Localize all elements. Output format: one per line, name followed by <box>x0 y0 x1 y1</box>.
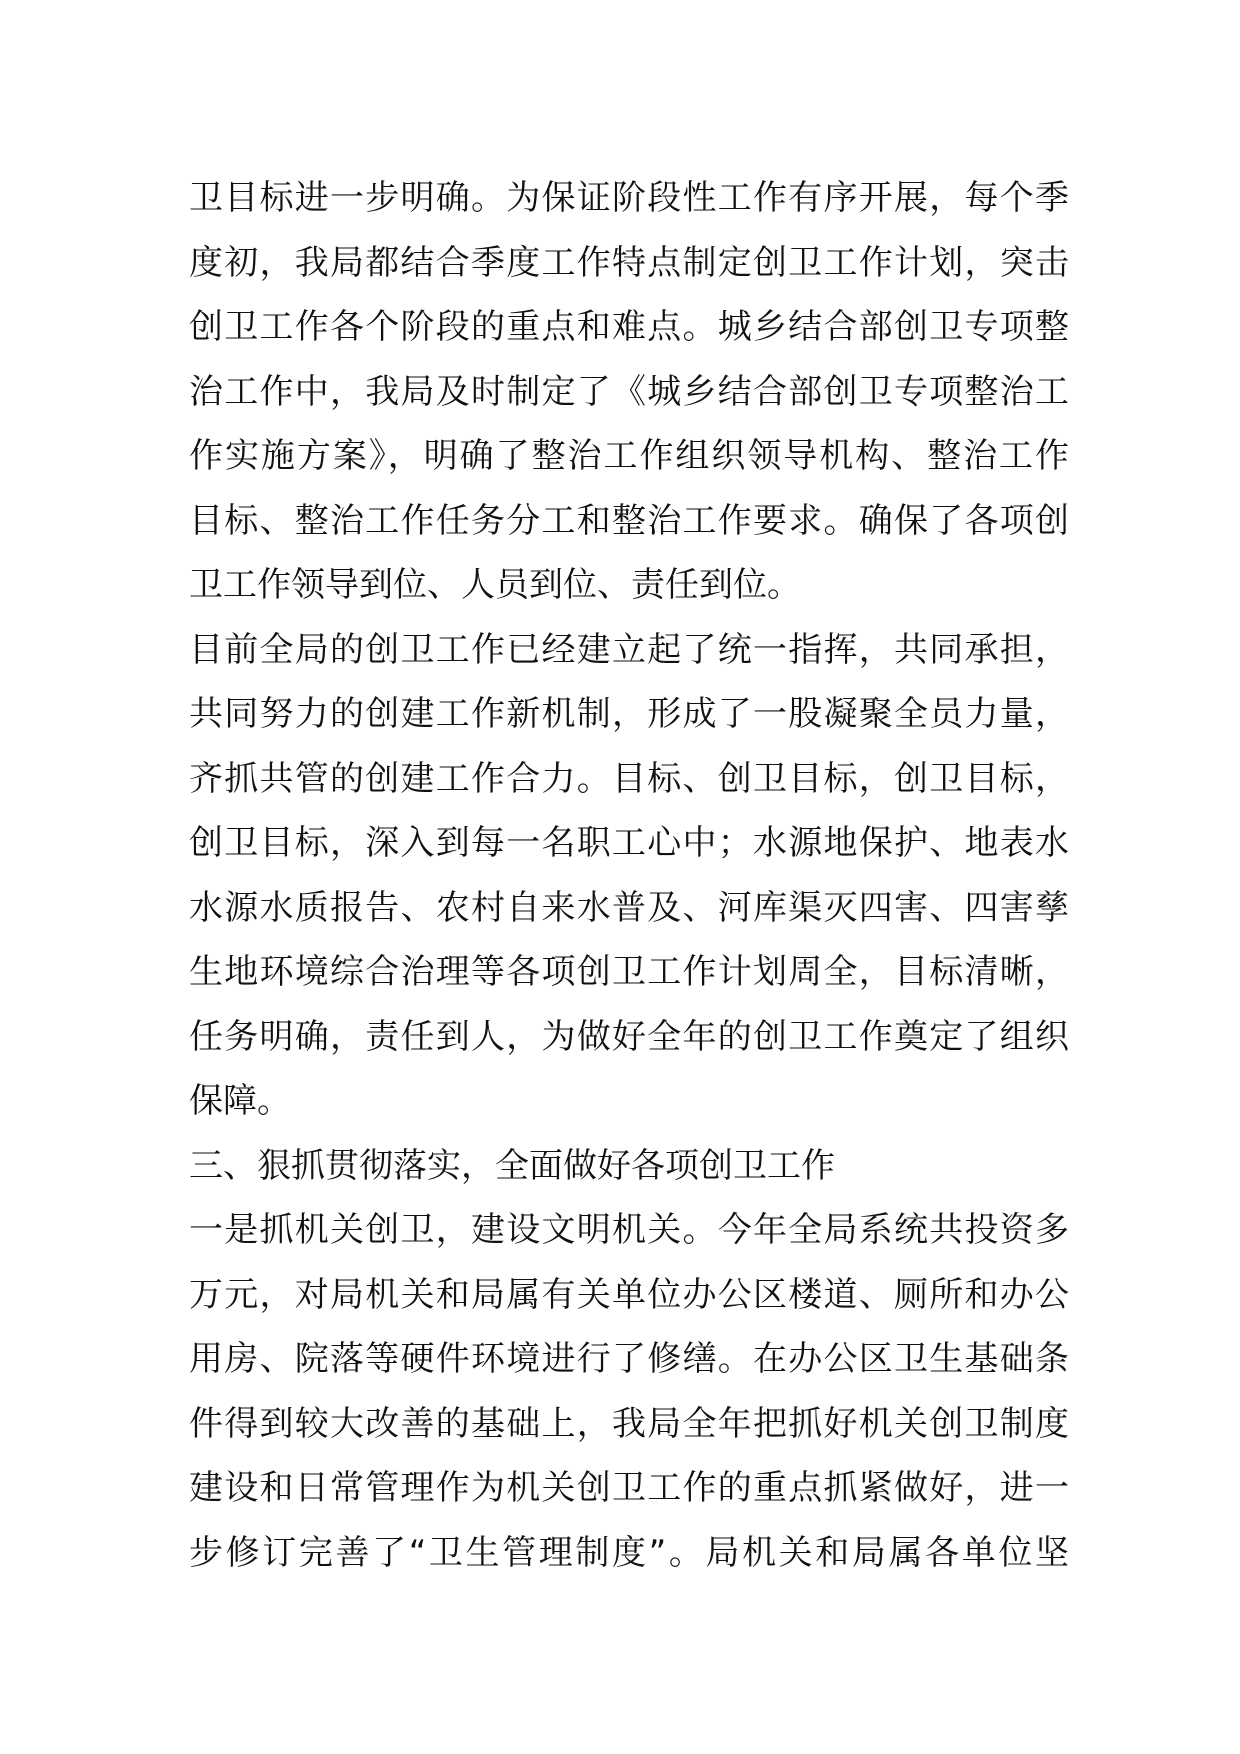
text-line: 步修订完善了“卫生管理制度”。局机关和局属各单位坚 <box>189 1532 1069 1573</box>
text-line: 目前全局的创卫工作已经建立起了统一指挥，共同承担， <box>189 629 1069 670</box>
text-line: 生地环境综合治理等各项创卫工作计划周全，目标清晰， <box>189 952 1069 992</box>
text-line: 保障。 <box>189 1081 291 1121</box>
document-body <box>189 166 1069 1585</box>
text-line: 一是抓机关创卫，建设文明机关。今年全局系统共投资多 <box>189 1210 1069 1250</box>
text-line: 任务明确，责任到人，为做好全年的创卫工作奠定了组织 <box>189 1016 1069 1057</box>
text-line: 用房、院落等硬件环境进行了修缮。在办公区卫生基础条 <box>189 1339 1069 1379</box>
text-line: 度初，我局都结合季度工作特点制定创卫工作计划，突击 <box>189 242 1069 283</box>
text-line: 创卫工作各个阶段的重点和难点。城乡结合部创卫专项整 <box>189 307 1069 347</box>
section-heading: 三、狠抓贯彻落实，全面做好各项创卫工作 <box>189 1145 835 1186</box>
text-line: 治工作中，我局及时制定了《城乡结合部创卫专项整治工 <box>189 371 1069 412</box>
text-line: 作实施方案》，明确了整治工作组织领导机构、整治工作 <box>189 436 1069 476</box>
text-line: 卫目标进一步明确。为保证阶段性工作有序开展，每个季 <box>189 178 1069 218</box>
text-line: 目标、整治工作任务分工和整治工作要求。确保了各项创 <box>189 500 1069 541</box>
text-line: 建设和日常管理作为机关创卫工作的重点抓紧做好，进一 <box>189 1468 1069 1508</box>
text-line: 万元，对局机关和局属有关单位办公区楼道、厕所和办公 <box>189 1274 1069 1315</box>
text-line: 卫工作领导到位、人员到位、责任到位。 <box>189 565 801 605</box>
text-line: 件得到较大改善的基础上，我局全年把抓好机关创卫制度 <box>189 1403 1069 1444</box>
text-line: 共同努力的创建工作新机制，形成了一股凝聚全员力量， <box>189 694 1069 734</box>
text-line: 齐抓共管的创建工作合力。目标、创卫目标，创卫目标， <box>189 758 1069 799</box>
text-line: 创卫目标，深入到每一名职工心中；水源地保护、地表水 <box>189 823 1069 863</box>
text-line: 水源水质报告、农村自来水普及、河库渠灭四害、四害孳 <box>189 887 1069 928</box>
